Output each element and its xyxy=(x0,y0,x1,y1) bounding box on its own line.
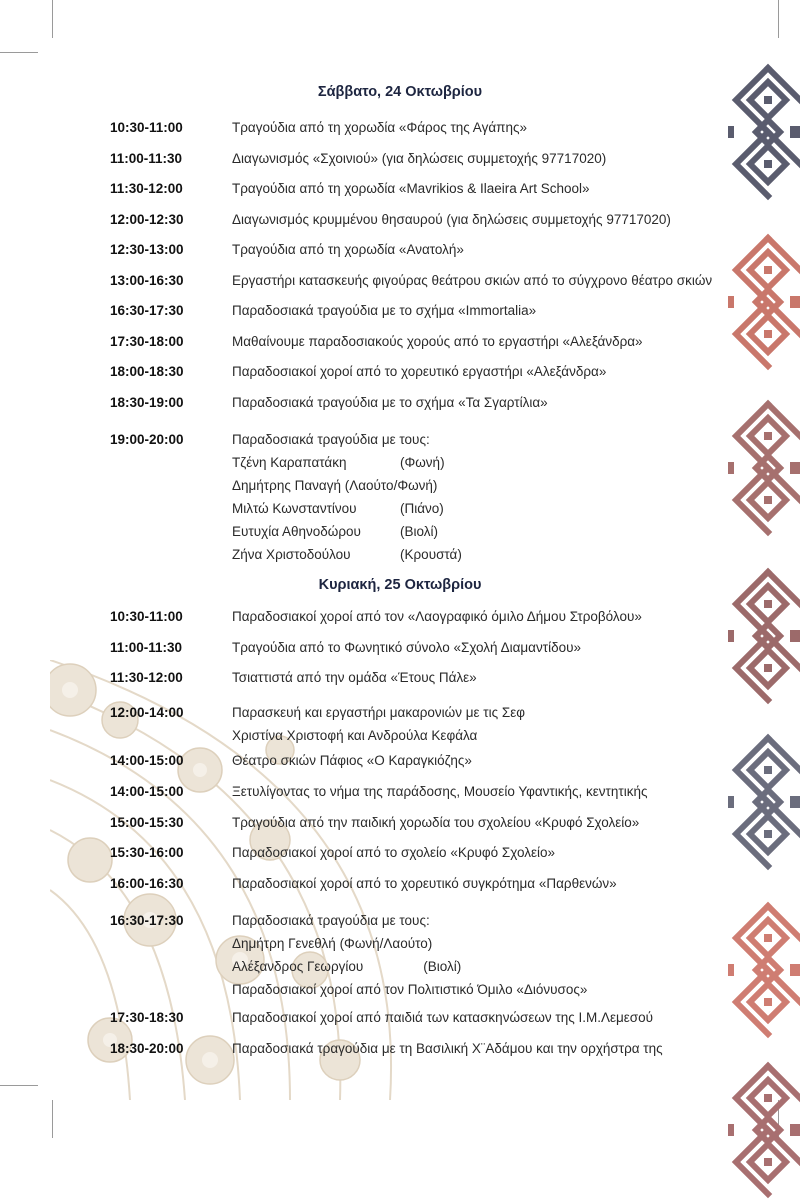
event-description: Διαγωνισμός «Σχοινιού» (για δηλώσεις συμμετοχής 97717020) xyxy=(232,151,607,166)
event-time: 11:30-12:00 xyxy=(110,670,183,685)
event-description xyxy=(232,638,581,661)
crop-mark xyxy=(52,1100,53,1138)
musician-name: Τζένη Καραπατάκη xyxy=(232,455,347,470)
musician-name: Μιλτώ Κωνσταντίνου xyxy=(232,501,357,516)
event-description-line: Ξετυλίγοντας το νήμα της παράδοσης, Μουσείο Υφαντικής, κεντητικής xyxy=(232,784,648,799)
event-description-line: Παραδοσιακά τραγούδια με τη Βασιλική Χ¨Αδάμου και την ορχήστρα της xyxy=(232,1041,663,1056)
musician-line xyxy=(232,499,462,522)
event-description xyxy=(232,703,525,749)
saturday-heading: Σάββατο, 24 Οκτωβρίου xyxy=(317,84,483,100)
event-description: Τραγούδια από τη χορωδία «Ανατολή» xyxy=(232,242,464,257)
musician-instrument: (Πιάνο) xyxy=(400,501,444,516)
event-description xyxy=(232,607,642,630)
embroidery-motif xyxy=(728,398,800,538)
embroidery-motif xyxy=(728,232,800,372)
event-time: 18:30-20:00 xyxy=(110,1041,184,1056)
musician-line xyxy=(232,453,462,476)
musician-line xyxy=(232,476,462,499)
musician-name: Δημήτρης Παναγή (Λαούτο/Φωνή) xyxy=(232,478,438,493)
musician-name: Ευτυχία Αθηνοδώρου xyxy=(232,524,361,539)
event-description xyxy=(232,813,639,836)
event-description: Διαγωνισμός κρυμμένου θησαυρού (για δηλώσεις συμμετοχής 97717020) xyxy=(232,212,671,227)
embroidery-motif xyxy=(728,62,800,202)
event-time: 10:30-11:00 xyxy=(110,609,183,624)
event-description-line: Αλέξανδρος Γεωργίου (Βιολί) xyxy=(232,959,462,974)
event-description: Παραδοσιακοί χοροί από το χορευτικό εργαστήρι «Αλεξάνδρα» xyxy=(232,364,607,379)
event-time: 11:30-12:00 xyxy=(110,181,183,196)
musician-instrument: (Φωνή) xyxy=(400,455,445,470)
crop-mark xyxy=(0,52,38,53)
event-time: 10:30-11:00 xyxy=(110,120,183,135)
embroidery-motif xyxy=(728,900,800,1040)
event-description xyxy=(232,1039,663,1062)
event-time: 19:00-20:00 xyxy=(110,432,184,447)
event-description xyxy=(232,430,462,568)
event-description-line: Παραδοσιακά τραγούδια με τους: xyxy=(232,432,430,447)
event-description-line: Παραδοσιακοί χοροί από το σχολείο «Κρυφό Σχολείο» xyxy=(232,845,556,860)
event-description-line: Παραδοσιακοί χοροί από τον «Λαογραφικό όμιλο Δήμου Στροβόλου» xyxy=(232,609,642,624)
crop-mark xyxy=(778,0,779,38)
embroidery-motif xyxy=(728,732,800,872)
event-time: 13:00-16:30 xyxy=(110,273,184,288)
event-description xyxy=(232,911,587,1003)
embroidery-motif xyxy=(728,1060,800,1200)
event-description-line: Θέατρο σκιών Πάφιος «Ο Καραγκιόζης» xyxy=(232,753,472,768)
event-time: 14:00-15:00 xyxy=(110,784,184,799)
musician-name: Ζήνα Χριστοδούλου xyxy=(232,547,351,562)
event-description-line: Χριστίνα Χριστοφή και Ανδρούλα Κεφάλα xyxy=(232,728,478,743)
event-time: 18:30-19:00 xyxy=(110,395,184,410)
event-time: 16:00-16:30 xyxy=(110,876,184,891)
event-time: 16:30-17:30 xyxy=(110,303,184,318)
event-description-line: Παραδοσιακοί χοροί από τον Πολιτιστικό Όμιλο «Διόνυσος» xyxy=(232,982,588,997)
event-time: 14:00-15:00 xyxy=(110,753,184,768)
event-description-line: Παραδοσιακά τραγούδια με τους: xyxy=(232,913,430,928)
musician-instrument: (Κρουστά) xyxy=(400,547,462,562)
event-description: Τραγούδια από τη χορωδία «Mavrikios & Ilaeira Art School» xyxy=(232,181,590,196)
event-time: 11:00-11:30 xyxy=(110,640,183,655)
musician-line xyxy=(232,545,462,568)
event-description xyxy=(232,874,617,897)
event-time: 11:00-11:30 xyxy=(110,151,183,166)
event-description-line: Τσιαττιστά από την ομάδα «Έτους Πάλε» xyxy=(232,670,477,685)
event-description xyxy=(232,668,477,691)
crop-mark xyxy=(0,1085,38,1086)
event-time: 15:30-16:00 xyxy=(110,845,184,860)
event-description: Παραδοσιακά τραγούδια με το σχήμα «Τα Σγαρτίλια» xyxy=(232,395,548,410)
event-description xyxy=(232,782,647,805)
event-time: 18:00-18:30 xyxy=(110,364,184,379)
event-time: 12:00-14:00 xyxy=(110,705,184,720)
event-time: 12:30-13:00 xyxy=(110,242,184,257)
musician-instrument: (Βιολί) xyxy=(400,524,438,539)
crop-mark xyxy=(52,0,53,38)
sunday-heading: Κυριακή, 25 Οκτωβρίου xyxy=(318,577,482,593)
event-description-line: Παρασκευή και εργαστήρι μακαρονιών με τις Σεφ xyxy=(232,705,525,720)
event-description-line: Παραδοσιακοί χοροί από το χορευτικό συγκρότημα «Παρθενών» xyxy=(232,876,617,891)
event-description-line: Δημήτρη Γενεθλή (Φωνή/Λαούτο) xyxy=(232,936,433,951)
event-description-line: Τραγούδια από το Φωνητικό σύνολο «Σχολή Διαμαντίδου» xyxy=(232,640,581,655)
event-description xyxy=(232,1008,653,1031)
event-description xyxy=(232,843,555,866)
event-time: 17:30-18:30 xyxy=(110,1010,184,1025)
event-description: Παραδοσιακά τραγούδια με το σχήμα «Immortalia» xyxy=(232,303,537,318)
event-description: Εργαστήρι κατασκευής φιγούρας θεάτρου σκιών από το σύγχρονο θέατρο σκιών xyxy=(232,273,713,288)
event-description: Μαθαίνουμε παραδοσιακούς χορούς από το εργαστήρι «Αλεξάνδρα» xyxy=(232,334,643,349)
musician-line xyxy=(232,522,462,545)
event-description-line: Τραγούδια από την παιδική χορωδία του σχολείου «Κρυφό Σχολείο» xyxy=(232,815,640,830)
event-time: 15:00-15:30 xyxy=(110,815,184,830)
event-time: 12:00-12:30 xyxy=(110,212,184,227)
event-description: Τραγούδια από τη χορωδία «Φάρος της Αγάπης» xyxy=(232,120,527,135)
event-description xyxy=(232,751,472,774)
event-description-line: Παραδοσιακοί χοροί από παιδιά των κατασκηνώσεων της Ι.Μ.Λεμεσού xyxy=(232,1010,654,1025)
event-time: 17:30-18:00 xyxy=(110,334,184,349)
event-time: 16:30-17:30 xyxy=(110,913,184,928)
